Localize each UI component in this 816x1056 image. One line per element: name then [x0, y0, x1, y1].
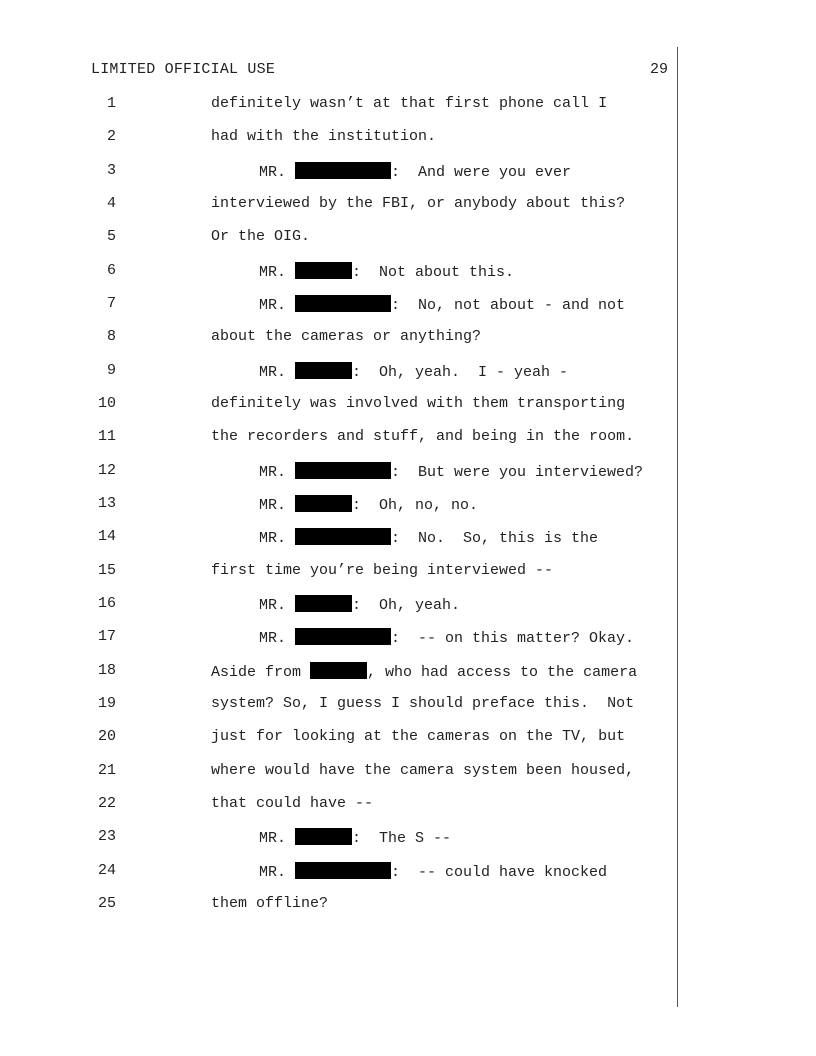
line-text: first time you’re being interviewed -- [211, 562, 554, 579]
transcript-line [0, 762, 816, 782]
transcript-line [0, 562, 816, 582]
line-number: 14 [97, 528, 116, 545]
transcript-line [0, 495, 816, 515]
line-text: MR. : But were you interviewed? [259, 464, 644, 481]
line-text: Aside from , who had access to the camera [211, 664, 638, 681]
line-number: 13 [97, 495, 116, 512]
line-number: 3 [106, 162, 116, 179]
transcript-line [0, 728, 816, 748]
line-number: 10 [97, 395, 116, 412]
transcript-line [0, 862, 816, 882]
transcript-line [0, 795, 816, 815]
transcript-line [0, 628, 816, 648]
line-text: had with the institution. [211, 128, 437, 145]
line-text: the recorders and stuff, and being in the room. [211, 428, 635, 445]
transcript-line [0, 262, 816, 282]
redaction-box [295, 862, 391, 879]
line-number: 9 [106, 362, 116, 379]
line-number: 2 [106, 128, 116, 145]
line-number: 12 [97, 462, 116, 479]
line-number: 18 [97, 662, 116, 679]
transcript-line [0, 162, 816, 182]
redaction-box [295, 528, 391, 545]
line-text: MR. : Not about this. [259, 264, 515, 281]
line-number: 21 [97, 762, 116, 779]
line-text: interviewed by the FBI, or anybody about this? [211, 195, 626, 212]
redaction-box [295, 262, 352, 279]
line-number: 22 [97, 795, 116, 812]
line-text: system? So, I guess I should preface this. Not [211, 695, 635, 712]
line-text: MR. : -- on this matter? Okay. [259, 630, 635, 647]
redaction-box [295, 628, 391, 645]
redaction-box [310, 662, 367, 679]
line-text: MR. : -- could have knocked [259, 864, 608, 881]
line-number: 6 [106, 262, 116, 279]
line-number: 20 [97, 728, 116, 745]
transcript-line [0, 428, 816, 448]
transcript-line [0, 462, 816, 482]
line-text: MR. : No. So, this is the [259, 530, 599, 547]
transcript-line [0, 328, 816, 348]
line-number: 11 [97, 428, 116, 445]
line-number: 1 [106, 95, 116, 112]
transcript-line [0, 895, 816, 915]
transcript-line [0, 695, 816, 715]
line-text: MR. : And were you ever [259, 164, 572, 181]
redaction-box [295, 595, 352, 612]
page-header [91, 61, 668, 81]
transcript-line [0, 828, 816, 848]
line-text: them offline? [211, 895, 329, 912]
line-text: where would have the camera system been housed, [211, 762, 635, 779]
line-text: definitely was involved with them transporting [211, 395, 626, 412]
line-text: that could have -- [211, 795, 374, 812]
line-number: 7 [106, 295, 116, 312]
line-text: definitely wasn’t at that first phone call I [211, 95, 608, 112]
line-text: just for looking at the cameras on the TV, but [211, 728, 626, 745]
transcript-line [0, 195, 816, 215]
line-number: 15 [97, 562, 116, 579]
line-number: 17 [97, 628, 116, 645]
line-number: 5 [106, 228, 116, 245]
transcript-line [0, 362, 816, 382]
line-number: 24 [97, 862, 116, 879]
redaction-box [295, 828, 352, 845]
line-text: about the cameras or anything? [211, 328, 482, 345]
redaction-box [295, 495, 352, 512]
line-number: 16 [97, 595, 116, 612]
transcript-line [0, 295, 816, 315]
redaction-box [295, 295, 391, 312]
transcript-line [0, 595, 816, 615]
line-number: 4 [106, 195, 116, 212]
redaction-box [295, 362, 352, 379]
line-number: 23 [97, 828, 116, 845]
transcript-line [0, 228, 816, 248]
line-text: MR. : The S -- [259, 830, 452, 847]
line-number: 25 [97, 895, 116, 912]
page-number: 29 [649, 61, 668, 78]
redaction-box [295, 462, 391, 479]
line-text: MR. : Oh, no, no. [259, 497, 479, 514]
line-number: 19 [97, 695, 116, 712]
transcript-line [0, 128, 816, 148]
transcript-line [0, 395, 816, 415]
line-text: Or the OIG. [211, 228, 311, 245]
classification-marking: LIMITED OFFICIAL USE [91, 61, 276, 78]
redaction-box [295, 162, 391, 179]
line-text: MR. : Oh, yeah. [259, 597, 461, 614]
transcript-line [0, 662, 816, 682]
transcript-line [0, 528, 816, 548]
line-text: MR. : No, not about - and not [259, 297, 626, 314]
transcript-line [0, 95, 816, 115]
line-number: 8 [106, 328, 116, 345]
line-text: MR. : Oh, yeah. I - yeah - [259, 364, 569, 381]
